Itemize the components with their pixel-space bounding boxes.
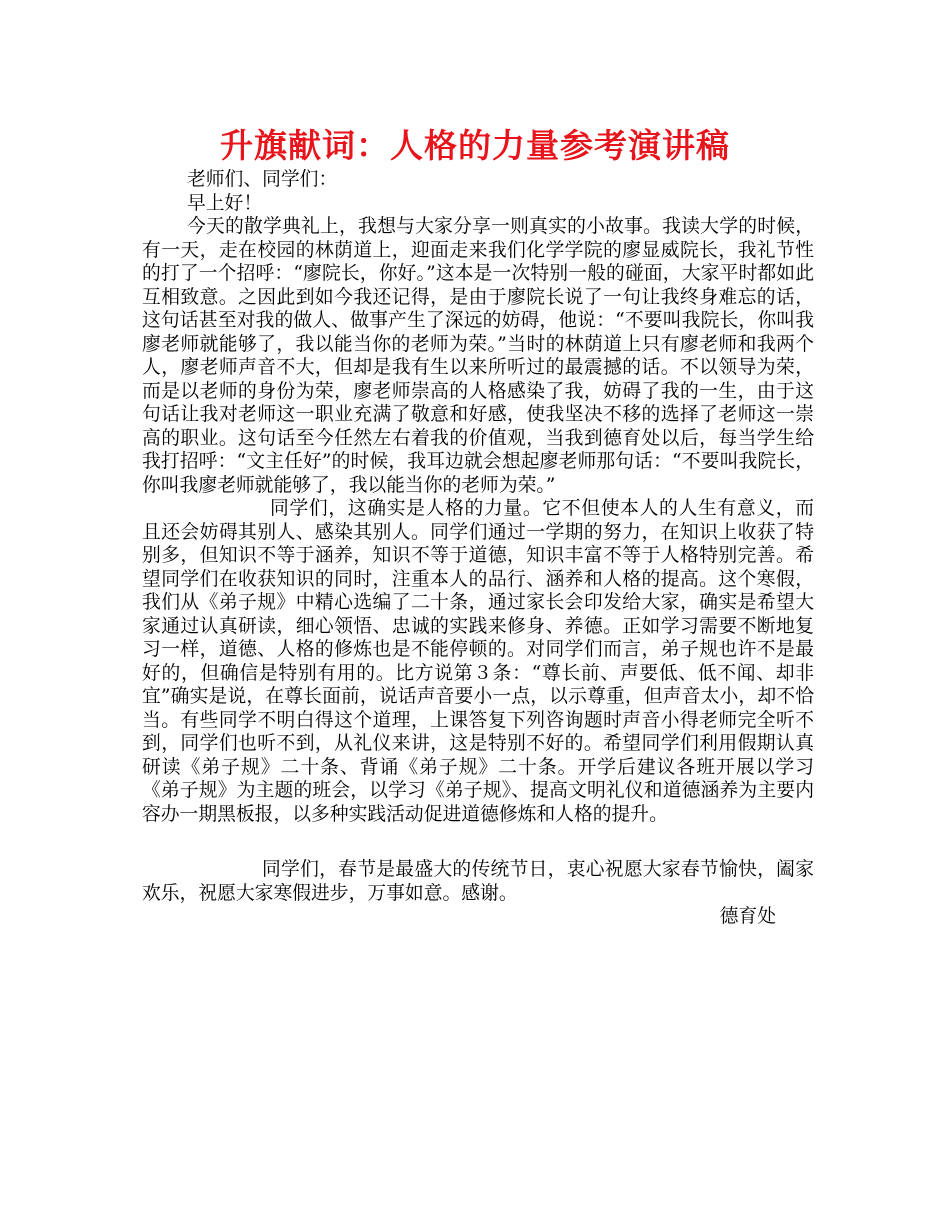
- paragraph-story: 今天的散学典礼上，我想与大家分享一则真实的小故事。我读大学的时候，有一天，走在校园的林荫道上，迎面走来我们化学学院的廖显威院长，我礼节性的打了一个招呼：“廖院长，你好。”这本是一次特别一般的碰面，大家平时都如此互相致意。之因此到如今我还记得，是由于廖院长说了一句让我终身难忘的话，这句话甚至对我的做人、做事产生了深远的妨碍，他说：“不要叫我院长，你叫我廖老师就能够了，我以能当你的老师为荣。”当时的林荫道上只有廖老师和我两个人，廖老师声音不大，但却是我有生以来所听过的最震撼的话。不以领导为荣，而是以老师的身份为荣，廖老师崇高的人格感染了我，妨碍了我的一生，由于这句话让我对老师这一职业充满了敬意和好感，使我坚决不移的选择了老师这一崇高的职业。这句话至今任然左右着我的价值观，当我到德育处以后，每当学生给我打招呼：“文主任好”的时候，我耳边就会想起廖老师那句话：“不要叫我院长，你叫我廖老师就能够了，我以能当你的老师为荣。”: [142, 216, 814, 496]
- paragraph-gap: [142, 826, 814, 858]
- paragraph-wishes: 同学们，春节是最盛大的传统节日，衷心祝愿大家春节愉快，阖家欢乐，祝愿大家寒假进步，万事如意。感谢。: [142, 859, 814, 904]
- document-title: 升旗献词：人格的力量参考演讲稿: [220, 126, 730, 165]
- paragraph-character: 同学们，这确实是人格的力量。它不但使本人的人生有意义，而且还会妨碍其别人、感染其别人。同学们通过一学期的努力，在知识上收获了特别多，但知识不等于涵养，知识不等于道德，知识丰富不等于人格特别完善。希望同学们在收获知识的同时，注重本人的品行、涵养和人格的提高。这个寒假，我们从《弟子规》中精心选编了二十条，通过家长会印发给大家，确实是希望大家通过认真研读，细心领悟、忠诚的实践来修身、养德。正如学习需要不断地复习一样，道德、人格的修炼也是不能停顿的。对同学们而言，弟子规也许不是最好的，但确信是特别有用的。比方说第３条：“尊长前、声要低、低不闻、却非宜”确实是说，在尊长面前，说话声音要小一点，以示尊重，但声音太小，却不恰当。有些同学不明白得这个道理，上课答复下列咨询题时声音小得老师完全听不到，同学们也听不到，从礼仪来讲，这是特别不好的。希望同学们利用假期认真研读《弟子规》二十条、背诵《弟子规》二十条。开学后建议各班开展以学习《弟子规》为主题的班会，以学习《弟子规》、提高文明礼仪和道德涵养为主要内容办一期黑板报，以多种实践活动促进道德修炼和人格的提升。: [142, 498, 814, 825]
- morning-greeting: 早上好！: [187, 192, 263, 214]
- greeting: 老师们、同学们：: [187, 169, 338, 190]
- document-body: [142, 168, 814, 929]
- signature: 德育处: [719, 906, 776, 927]
